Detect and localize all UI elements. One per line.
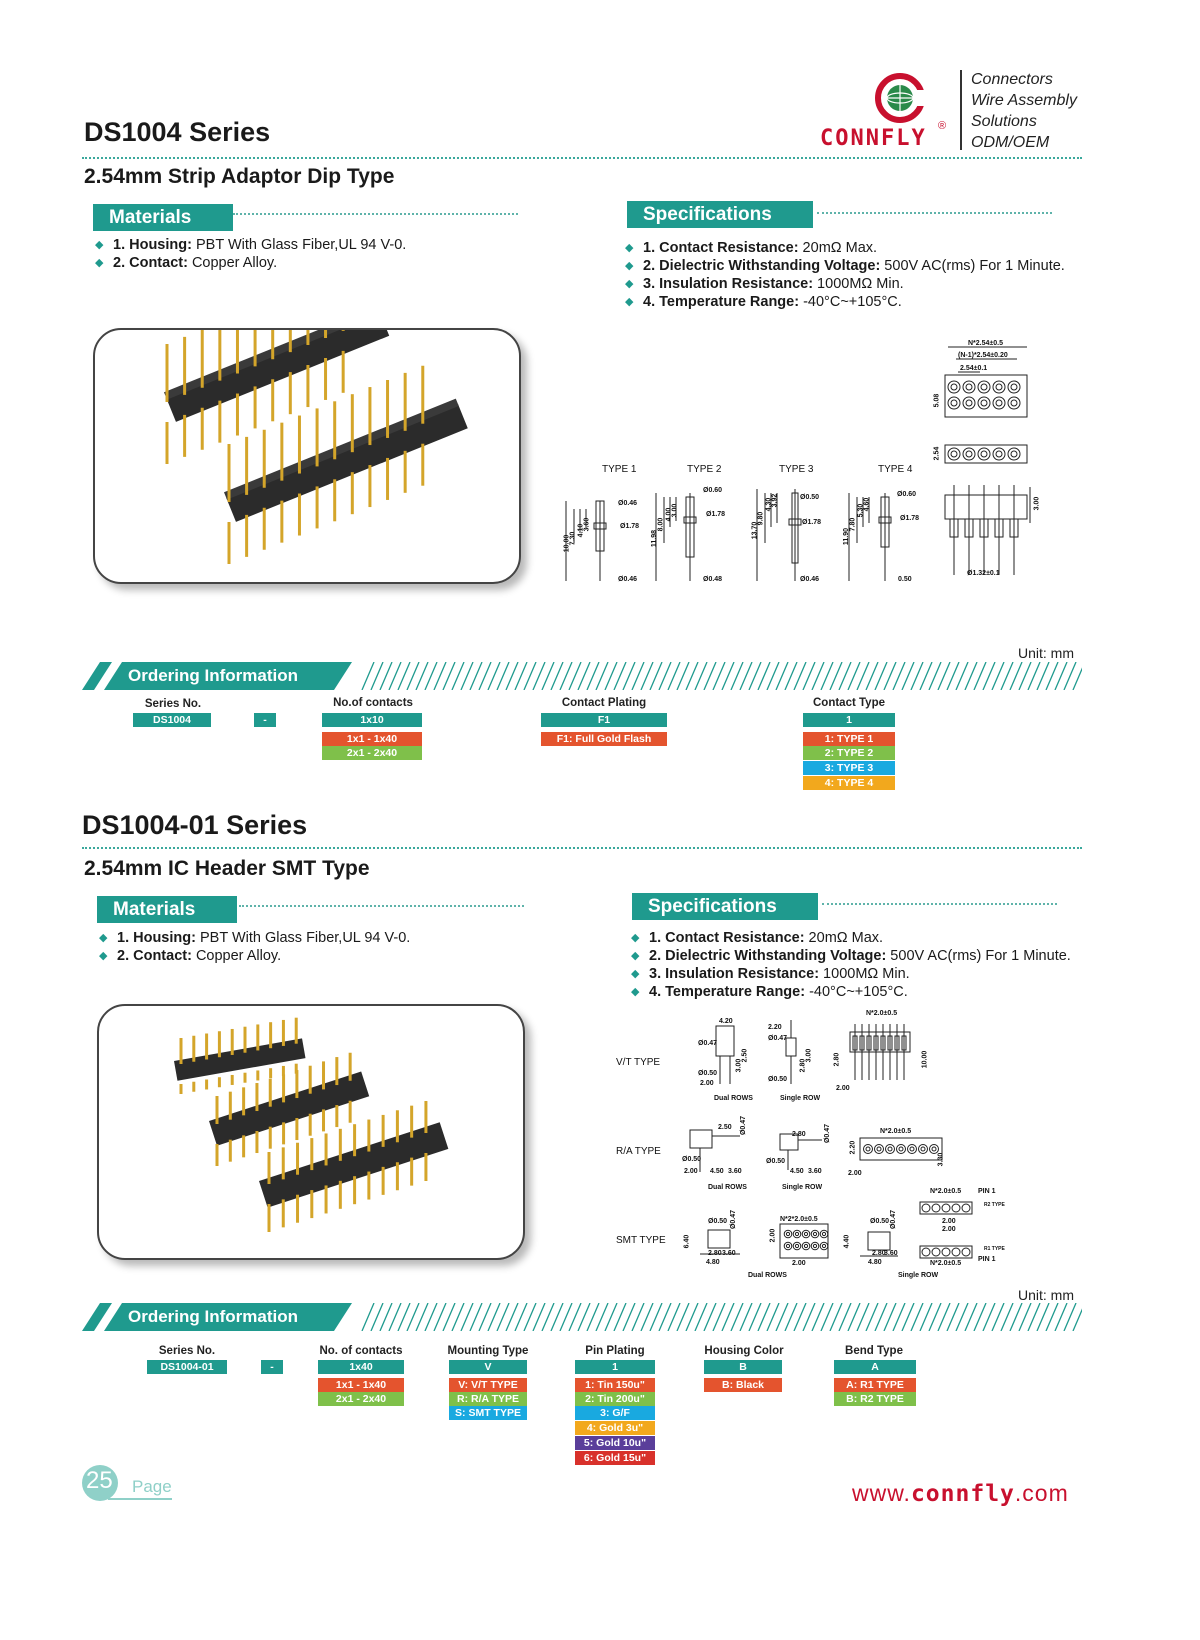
dimension-label: Ø1.78 [900, 515, 920, 522]
column-header: Bend Type [845, 1345, 903, 1357]
dimension-label: 2.80 [792, 1131, 806, 1138]
series-subtitle: 2.54mm Strip Adaptor Dip Type [84, 165, 395, 188]
dimension-label: Ø0.47 [890, 1209, 898, 1230]
dimension-label: N*2*2.0±0.5 [780, 1216, 818, 1223]
ordering-value: B [704, 1360, 782, 1374]
list-item: ◆ 4. Temperature Range: -40°C~+105°C. [629, 983, 1071, 1001]
dimension-label: 5.30 [857, 503, 865, 518]
ordering-option: 2x1 - 2x40 [318, 1392, 404, 1406]
row-label: V/T TYPE [616, 1057, 661, 1068]
dimension-label: N*2.0±0.5 [880, 1128, 912, 1135]
list-item: ◆ 1. Contact Resistance: 20mΩ Max. [623, 239, 1065, 257]
dimension-label: 8.00 [657, 517, 665, 532]
dimension-label: 4.50 [710, 1168, 724, 1175]
tagline: Solutions [971, 113, 1037, 130]
dimension-label: N*2.0±0.5 [930, 1260, 962, 1267]
dimension-label: 3.00 [671, 503, 679, 518]
tagline: ODM/OEM [971, 134, 1050, 151]
ordering-separator: - [261, 1360, 283, 1374]
ordering-separator: - [254, 713, 276, 727]
dimension-label: 3.30 [937, 1152, 945, 1167]
page-number-badge [80, 1465, 190, 1505]
url-brand: connfly [910, 1481, 1015, 1507]
dimension-label: PIN 1 [978, 1256, 996, 1263]
dimension-label: Ø0.47 [698, 1040, 718, 1047]
dimension-label: 3.00 [805, 1048, 813, 1063]
spec-list [629, 929, 1071, 1001]
dimension-label: Ø1.78 [802, 519, 822, 526]
ordering-option: F1: Full Gold Flash [541, 732, 667, 746]
dimension-label: R1 TYPE [984, 1246, 1005, 1252]
ordering-value: F1 [541, 713, 667, 727]
ordering-option: 1: TYPE 1 [803, 732, 895, 746]
type-label: TYPE 1 [602, 464, 637, 475]
dimension-label: 2.20 [849, 1140, 857, 1155]
dimension-label: 2.80 [708, 1250, 722, 1257]
product-photo [93, 328, 521, 584]
dimension-label: Ø0.60 [897, 491, 917, 498]
type-label: TYPE 4 [878, 464, 913, 475]
dimension-label: N*2.0±0.5 [930, 1188, 962, 1195]
brand-logo [820, 70, 960, 155]
list-item: ◆ 1. Housing: PBT With Glass Fiber,UL 94 V-0. [97, 929, 410, 947]
dimension-label: 2.50 [741, 1048, 749, 1063]
page-number: 25 [86, 1467, 113, 1494]
ordering-option: 2x1 - 2x40 [322, 746, 422, 760]
dimension-label: 2.00 [792, 1260, 806, 1267]
list-item: ◆ 1. Contact Resistance: 20mΩ Max. [629, 929, 1071, 947]
tagline: Connectors [971, 71, 1053, 88]
url-prefix: www. [852, 1480, 911, 1506]
ordering-option: 6: Gold 15u" [575, 1451, 655, 1465]
dimension-label: Ø0.50 [800, 494, 820, 501]
ordering-option: B: R2 TYPE [834, 1392, 916, 1406]
dimension-label: PIN 1 [978, 1188, 996, 1195]
dimension-label: 4.50 [790, 1168, 804, 1175]
dimension-label: 2.00 [684, 1168, 698, 1175]
dimension-label: 9.80 [757, 511, 765, 526]
list-item: ◆ 2. Contact: Copper Alloy. [97, 947, 410, 965]
dimension-label: 2.00 [836, 1085, 850, 1092]
ordering-option: V: V/T TYPE [449, 1378, 527, 1392]
brand-taglines [971, 69, 1077, 153]
column-header: Contact Plating [561, 697, 647, 709]
materials-dots [233, 213, 518, 215]
dimension-label: 6.40 [683, 1234, 691, 1249]
ordering-value: DS1004-01 [147, 1360, 227, 1374]
dimension-label: 4.10 [577, 523, 585, 538]
dimension-label: Ø0.46 [800, 576, 820, 583]
ordering-value: A [834, 1360, 916, 1374]
list-item: ◆ 2. Contact: Copper Alloy. [93, 254, 406, 272]
dimension-label: 5.08 [933, 393, 941, 408]
list-item: ◆ 3. Insulation Resistance: 1000MΩ Min. [623, 275, 1065, 293]
unit-label: Unit: mm [1018, 1287, 1074, 1303]
logo-wordmark: CONNFLY [820, 126, 927, 151]
list-item: ◆ 2. Dielectric Withstanding Voltage: 500V AC(rms) For 1 Minute. [623, 257, 1065, 275]
pin-header-image [95, 330, 519, 582]
dimension-label: Ø0.47 [768, 1035, 788, 1042]
dimension-label: 2.20 [768, 1024, 782, 1031]
column-header: Pin Plating [585, 1345, 645, 1357]
dimension-label: (N-1)*2.54±0.20 [958, 352, 1008, 359]
dimension-label: 4.20 [719, 1018, 733, 1025]
dimension-label: 7.80 [849, 517, 857, 532]
dimension-label: N*2.0±0.5 [866, 1010, 898, 1017]
dimension-label: 3.00 [1033, 496, 1041, 511]
dimension-label: Ø0.50 [766, 1158, 786, 1165]
ordering-value: 1 [575, 1360, 655, 1374]
product-photo [97, 1004, 525, 1260]
url-suffix: .com [1014, 1480, 1069, 1506]
ordering-option: 1x1 - 1x40 [318, 1378, 404, 1392]
materials-list [93, 236, 406, 272]
caption: Single ROW [782, 1184, 823, 1191]
dimension-label: 13.70 [751, 521, 759, 540]
dimension-label: 2.00 [942, 1218, 956, 1225]
title-divider [82, 157, 1082, 159]
dimension-label: Ø0.47 [824, 1123, 832, 1144]
list-item: ◆ 1. Housing: PBT With Glass Fiber,UL 94 V-0. [93, 236, 406, 254]
dimension-label: 3.00 [735, 1058, 743, 1073]
dimension-label: 7.30 [569, 531, 577, 546]
dimension-label: 11.90 [843, 527, 851, 546]
materials-tag: Materials [93, 204, 233, 231]
ordering-option: A: R1 TYPE [834, 1378, 916, 1392]
dimension-label: Ø1.78 [620, 523, 640, 530]
dimension-label: Ø1.78 [706, 511, 726, 518]
dimension-label: Ø0.50 [870, 1218, 890, 1225]
dimension-label: Ø0.47 [730, 1209, 738, 1230]
dimension-label: 4.80 [706, 1259, 720, 1266]
ordering-value: DS1004 [133, 713, 211, 727]
ordering-option: 4: Gold 3u" [575, 1421, 655, 1435]
dimension-label: Ø0.50 [768, 1076, 788, 1083]
caption: Dual ROWS [714, 1095, 753, 1102]
dimension-label: Ø0.50 [698, 1070, 718, 1077]
ordering-option: 2: TYPE 2 [803, 746, 895, 760]
list-item: ◆ 2. Dielectric Withstanding Voltage: 500V AC(rms) For 1 Minute. [629, 947, 1071, 965]
dimension-label: 2.00 [700, 1080, 714, 1087]
row-label: R/A TYPE [616, 1146, 661, 1157]
dimension-label: 3.60 [808, 1168, 822, 1175]
dimension-label: 4.60 [863, 497, 871, 512]
dimension-label: 10.00 [563, 534, 571, 553]
dimension-label: 4.80 [868, 1259, 882, 1266]
dimension-label: 2.80 [799, 1058, 807, 1073]
column-header: Series No. [144, 698, 202, 710]
ordering-title: Ordering Information [128, 666, 298, 685]
pin-type-sketches [560, 483, 930, 603]
dimension-label: 2.00 [769, 1228, 777, 1243]
dimension-label: 4.00 [665, 507, 673, 522]
logo-divider [960, 70, 962, 150]
dimension-label: 2.50 [718, 1124, 732, 1131]
dimension-label: 3.92 [771, 493, 779, 508]
technical-drawing [560, 335, 1080, 595]
ordering-value: V [449, 1360, 527, 1374]
column-header: Contact Type [813, 697, 885, 709]
column-header: Housing Color [704, 1345, 784, 1357]
technical-drawing [600, 1010, 1080, 1290]
dimension-label: 2.54±0.1 [960, 365, 988, 372]
ordering-option: 4: TYPE 4 [803, 776, 895, 790]
dimension-label: Ø0.50 [708, 1218, 728, 1225]
ordering-option: 1x1 - 1x40 [322, 732, 422, 746]
dimension-label: 3.60 [722, 1250, 736, 1257]
dimension-label: N*2.54±0.5 [968, 340, 1003, 347]
tagline: Wire Assembly [971, 92, 1077, 109]
ordering-value: 1x40 [318, 1360, 404, 1374]
page-word: Page [132, 1477, 172, 1496]
dimension-label: 2.00 [848, 1170, 862, 1177]
column-header: Series No. [158, 1345, 216, 1357]
list-item: ◆ 4. Temperature Range: -40°C~+105°C. [623, 293, 1065, 311]
series-title: DS1004-01 Series [82, 810, 308, 840]
dimension-label: 4.30 [765, 497, 773, 512]
dimension-label: Ø1.32±0.1 [967, 570, 1000, 577]
list-item: ◆ 3. Insulation Resistance: 1000MΩ Min. [629, 965, 1071, 983]
column-header: Mounting Type [447, 1345, 529, 1357]
caption: Dual ROWS [708, 1184, 747, 1191]
ordering-option: 3: TYPE 3 [803, 761, 895, 775]
spec-list [623, 239, 1065, 311]
specifications-tag: Specifications [632, 893, 818, 920]
row-label: SMT TYPE [616, 1235, 666, 1246]
dimension-label: 0.50 [898, 576, 912, 583]
dimension-label: Ø0.48 [703, 576, 723, 583]
dimension-label: Ø0.47 [740, 1115, 748, 1136]
dimension-label: Ø0.46 [618, 500, 638, 507]
logo-registered: ® [938, 120, 947, 132]
ordering-banner [82, 662, 1082, 690]
dimension-label: Ø0.50 [682, 1156, 702, 1163]
caption: Single ROW [780, 1095, 821, 1102]
column-header: No. of contacts [319, 1345, 403, 1357]
spec-dots [817, 212, 1052, 214]
series-title: DS1004 Series [84, 117, 271, 147]
dimension-label: 3.60 [728, 1168, 742, 1175]
dimension-label: 10.00 [921, 1050, 929, 1069]
unit-label: Unit: mm [1018, 645, 1074, 661]
ordering-option: 5: Gold 10u" [575, 1436, 655, 1450]
ordering-option: S: SMT TYPE [449, 1406, 527, 1420]
ordering-option: 1: Tin 150u" [575, 1378, 655, 1392]
dimension-label: 3.60 [884, 1250, 898, 1257]
dimension-label: Ø0.60 [703, 487, 723, 494]
dimension-label: 2.80 [833, 1052, 841, 1067]
title-divider [82, 847, 1082, 849]
caption: Dual ROWS [748, 1272, 787, 1279]
type-label: TYPE 3 [779, 464, 814, 475]
ordering-option: 2: Tin 200u" [575, 1392, 655, 1406]
dimension-label: 3.60 [583, 517, 591, 532]
ordering-banner [82, 1303, 1082, 1331]
dimension-label: 11.98 [651, 529, 659, 548]
ordering-title: Ordering Information [128, 1307, 298, 1326]
dimension-label: 4.40 [843, 1234, 851, 1249]
ordering-value: 1x10 [322, 713, 422, 727]
column-header: No.of contacts [333, 697, 413, 709]
ordering-value: 1 [803, 713, 895, 727]
materials-dots [239, 905, 524, 907]
website-url[interactable] [852, 1480, 1069, 1507]
materials-list [97, 929, 410, 965]
dimension-label: 2.54 [933, 446, 941, 461]
spec-dots [822, 903, 1057, 905]
ordering-option: 3: G/F [575, 1406, 655, 1420]
dimension-label: 2.80 [872, 1250, 886, 1257]
type-label: TYPE 2 [687, 464, 722, 475]
dimension-label: Ø0.46 [618, 576, 638, 583]
series-subtitle: 2.54mm IC Header SMT Type [84, 857, 370, 880]
ic-header-image [99, 1006, 523, 1258]
ordering-option: B: Black [704, 1378, 782, 1392]
dimension-label: R2 TYPE [984, 1202, 1005, 1208]
ordering-option: R: R/A TYPE [449, 1392, 527, 1406]
materials-tag: Materials [97, 896, 237, 923]
specifications-tag: Specifications [627, 201, 813, 228]
dimension-label: 2.00 [942, 1226, 956, 1233]
caption: Single ROW [898, 1272, 939, 1279]
